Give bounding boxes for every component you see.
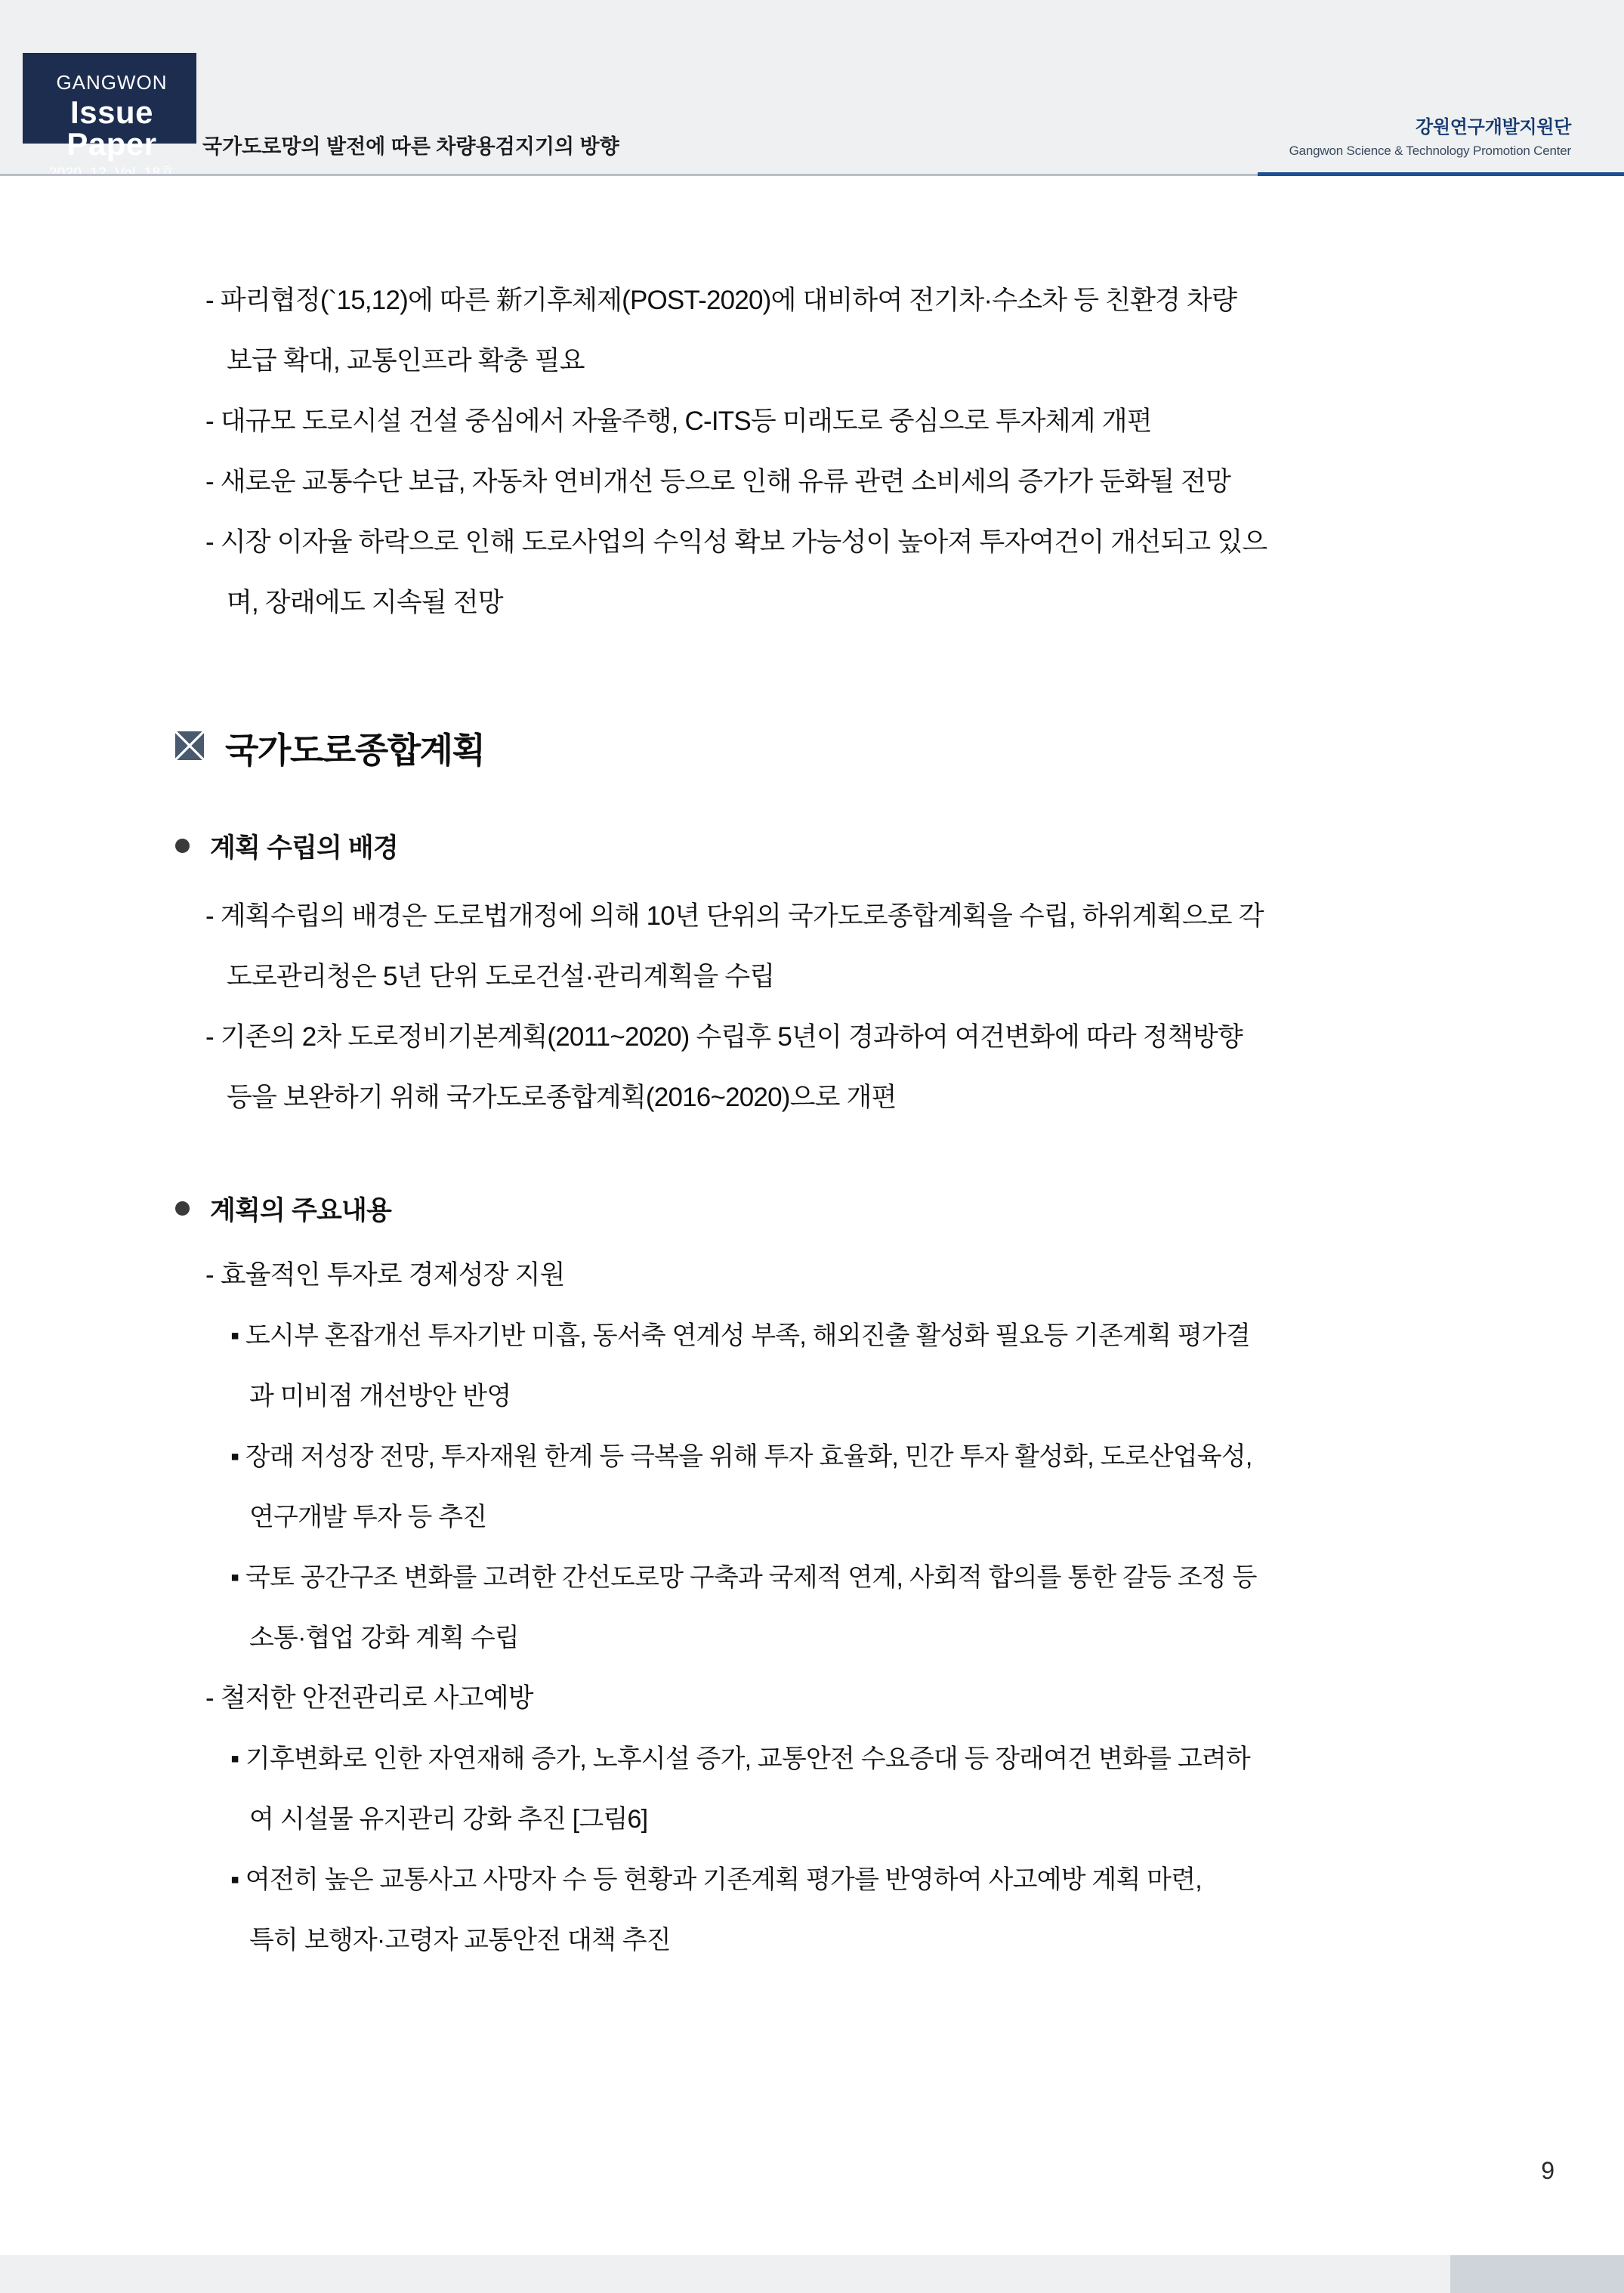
intro-bullet-1-line-2: 보급 확대, 교통인프라 확충 필요	[227, 346, 585, 375]
footer-accent-block	[1450, 2255, 1624, 2293]
group-1-item-2-line-2: 등을 보완하기 위해 국가도로종합계획(2016~2020)으로 개편	[227, 1083, 897, 1112]
group-2-item-1-line-1: - 효율적인 투자로 경제성장 지원	[205, 1260, 565, 1290]
group-2-item-5-line-1: - 철저한 안전관리로 사고예방	[205, 1683, 533, 1713]
footer-bar	[0, 2255, 1624, 2293]
section-title: 국가도로종합계획	[225, 731, 485, 770]
group-2-item-4-line-1: ▪ 국토 공간구조 변화를 고려한 간선도로망 구축과 국제적 연계, 사회적 합의를 통한 갈등 조정 등	[230, 1563, 1257, 1592]
group-2-heading: 계획의 주요내용	[210, 1196, 391, 1225]
issue-paper-logo-text	[36, 73, 187, 181]
logo-title: Issue Paper	[66, 94, 157, 162]
intro-bullet-3-line-1: - 새로운 교통수단 보급, 자동차 연비개선 등으로 인해 유류 관련 소비세의 증가가 둔화될 전망	[205, 467, 1231, 496]
group-2-item-4-line-2: 소통·협업 강화 계획 수립	[249, 1624, 519, 1652]
group-1-item-1-line-1: - 계획수립의 배경은 도로법개정에 의해 10년 단위의 국가도로종합계획을 수립, 하위계획으로 각	[205, 901, 1264, 931]
group-2-item-6-line-2: 여 시설물 유지관리 강화 추진 [그림6]	[249, 1805, 648, 1834]
dot-bullet-icon	[175, 839, 190, 853]
organization-name-en: Gangwon Science & Technology Promotion Center	[1289, 144, 1571, 158]
intro-bullet-1-line-1: - 파리협정(`15,12)에 따른 新기후체제(POST-2020)에 대비하여 전기차·수소차 등 친환경 차량	[205, 286, 1237, 315]
group-2-item-7-line-2: 특히 보행자·고령자 교통안전 대책 추진	[249, 1926, 671, 1955]
page-number: 9	[1541, 2157, 1555, 2184]
logo-brand: GANGWON	[56, 71, 168, 94]
header-accent-rule	[1258, 172, 1624, 176]
group-2-item-7-line-1: ▪ 여전히 높은 교통사고 사망자 수 등 현황과 기존계획 평가를 반영하여 사고예방 계획 마련,	[230, 1865, 1202, 1894]
group-1-item-2-line-1: - 기존의 2차 도로정비기본계획(2011~2020) 수립후 5년이 경과하여 여건변화에 따라 정책방향	[205, 1022, 1243, 1052]
intro-bullet-4-line-2: 며, 장래에도 지속될 전망	[227, 588, 503, 617]
checker-square-icon	[175, 731, 204, 760]
group-2-item-2-line-2: 과 미비점 개선방안 반영	[249, 1382, 511, 1411]
dot-bullet-icon	[175, 1201, 190, 1216]
header-organization	[1289, 112, 1571, 159]
group-2-item-3-line-2: 연구개발 투자 등 추진	[249, 1503, 487, 1531]
intro-bullet-4-line-1: - 시장 이자율 하락으로 인해 도로사업의 수익성 확보 가능성이 높아져 투자여건이 개선되고 있으	[205, 527, 1267, 557]
page-header	[0, 0, 1624, 175]
group-2-item-2-line-1: ▪ 도시부 혼잡개선 투자기반 미흡, 동서축 연계성 부족, 해외진출 활성화 필요등 기존계획 평가결	[230, 1321, 1250, 1350]
intro-bullet-2-line-1: - 대규모 도로시설 건설 중심에서 자율주행, C-ITS등 미래도로 중심으로 투자체계 개편	[205, 406, 1152, 436]
group-1-heading: 계획 수립의 배경	[210, 833, 398, 863]
organization-name-ko: 강원연구개발지원단	[1416, 117, 1571, 138]
group-2-item-3-line-1: ▪ 장래 저성장 전망, 투자재원 한계 등 극복을 위해 투자 효율화, 민간 투자 활성화, 도로산업육성,	[230, 1442, 1252, 1471]
group-2-item-6-line-1: ▪ 기후변화로 인한 자연재해 증가, 노후시설 증가, 교통안전 수요증대 등 장래여건 변화를 고려하	[230, 1744, 1250, 1773]
group-1-item-1-line-2: 도로관리청은 5년 단위 도로건설·관리계획을 수립	[227, 962, 775, 991]
header-document-title: 국가도로망의 발전에 따른 차량용검지기의 방향	[202, 135, 619, 158]
